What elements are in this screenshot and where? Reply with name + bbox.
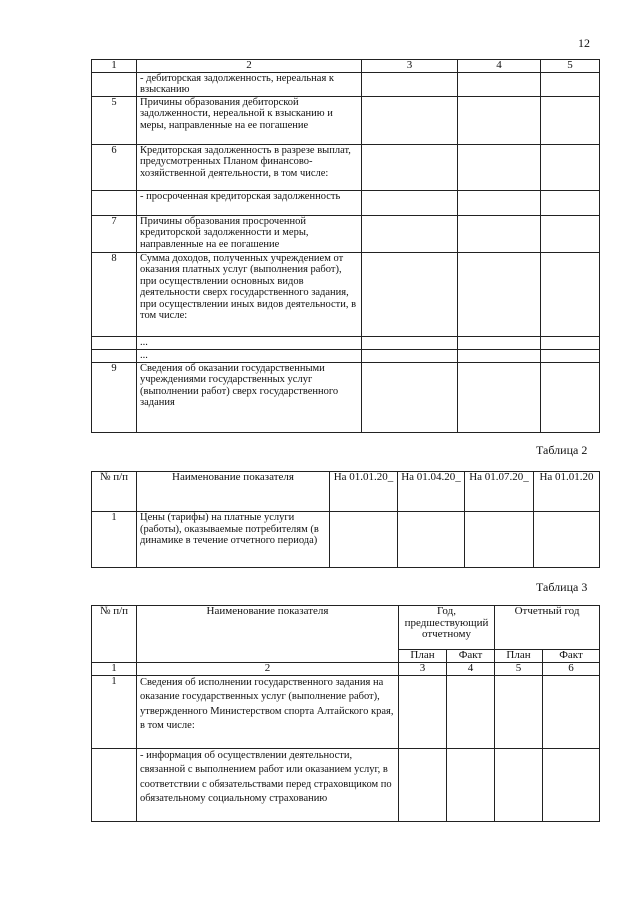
table-row <box>92 748 600 821</box>
table-3 <box>91 605 600 822</box>
row-number <box>92 190 137 215</box>
table-row <box>92 252 600 336</box>
row-number: 1 <box>92 512 137 568</box>
col-number: 4 <box>447 663 495 676</box>
row-number <box>92 72 137 96</box>
col-header: Год, предшествующий отчетному <box>399 606 495 650</box>
col-header: На 01.07.20_ <box>465 472 534 512</box>
row-text: ... <box>137 336 362 349</box>
col-header: 5 <box>541 60 600 73</box>
row-number: 1 <box>92 675 137 748</box>
row-number <box>92 336 137 349</box>
row-text: Цены (тарифы) на платные услуги (работы), оказываемые потребителям (в динамике в течение отчетного периода) <box>137 512 330 568</box>
table-row <box>92 72 600 96</box>
row-number: 9 <box>92 362 137 432</box>
col-header: 2 <box>137 60 362 73</box>
col-number: 6 <box>543 663 600 676</box>
table-row <box>92 349 600 362</box>
row-text: - просроченная кредиторская задолженность <box>137 190 362 215</box>
table-3-caption: Таблица 3 <box>536 580 588 594</box>
table-row <box>92 215 600 252</box>
row-text: - информация об осуществлении деятельности, связанной с выполнением работ или оказанием услуг, в соответствии с обязательствами перед страховщиком по обязательному социальному страхованию <box>137 748 399 821</box>
col-number: 3 <box>399 663 447 676</box>
col-header: На 01.04.20_ <box>398 472 465 512</box>
table-row <box>92 336 600 349</box>
col-header: 4 <box>458 60 541 73</box>
col-header: Факт <box>543 650 600 663</box>
row-number: 5 <box>92 96 137 144</box>
col-header: План <box>399 650 447 663</box>
row-number <box>92 349 137 362</box>
table-1 <box>91 59 600 433</box>
table-row <box>92 512 600 568</box>
col-header: План <box>495 650 543 663</box>
row-text: Кредиторская задолженность в разрезе выплат, предусмотренных Планом финансово-хозяйственной деятельности, в том числе: <box>137 144 362 190</box>
col-header: На 01.01.20_ <box>330 472 398 512</box>
col-number: 2 <box>137 663 399 676</box>
row-text: Сведения об исполнении государственного задания на оказание государственных услуг (выполнение работ), утвержденного Министерством спорта Алтайского края, в том числе: <box>137 675 399 748</box>
col-header: № п/п <box>92 606 137 663</box>
col-number: 5 <box>495 663 543 676</box>
col-header: Наименование показателя <box>137 606 399 663</box>
table-row <box>92 190 600 215</box>
page-number: 12 <box>578 36 590 50</box>
row-text: ... <box>137 349 362 362</box>
row-text: Причины образования просроченной кредиторской задолженности и меры, направленные на ее погашение <box>137 215 362 252</box>
row-number: 6 <box>92 144 137 190</box>
table-2 <box>91 471 600 568</box>
row-text: Сумма доходов, полученных учреждением от оказания платных услуг (выполнения работ), при осуществлении основных видов деятельности сверх государственного задания, при осуществлении иных видов деятельности, в том числе: <box>137 252 362 336</box>
col-header: Отчетный год <box>495 606 600 650</box>
col-header: Факт <box>447 650 495 663</box>
col-header: Наименование показателя <box>137 472 330 512</box>
row-text: Сведения об оказании государственными учреждениями государственных услуг (выполнении работ) сверх государственного задания <box>137 362 362 432</box>
row-number <box>92 748 137 821</box>
table-row <box>92 675 600 748</box>
col-header: На 01.01.20 <box>534 472 600 512</box>
col-header: 1 <box>92 60 137 73</box>
table-row <box>92 96 600 144</box>
row-text: Причины образования дебиторской задолженности, нереальной к взысканию и меры, направленные на ее погашение <box>137 96 362 144</box>
row-text: - дебиторская задолженность, нереальная к взысканию <box>137 72 362 96</box>
col-header: № п/п <box>92 472 137 512</box>
row-number: 7 <box>92 215 137 252</box>
col-number: 1 <box>92 663 137 676</box>
table-row <box>92 362 600 432</box>
table-2-caption: Таблица 2 <box>536 443 588 457</box>
row-number: 8 <box>92 252 137 336</box>
col-header: 3 <box>362 60 458 73</box>
table-row <box>92 144 600 190</box>
